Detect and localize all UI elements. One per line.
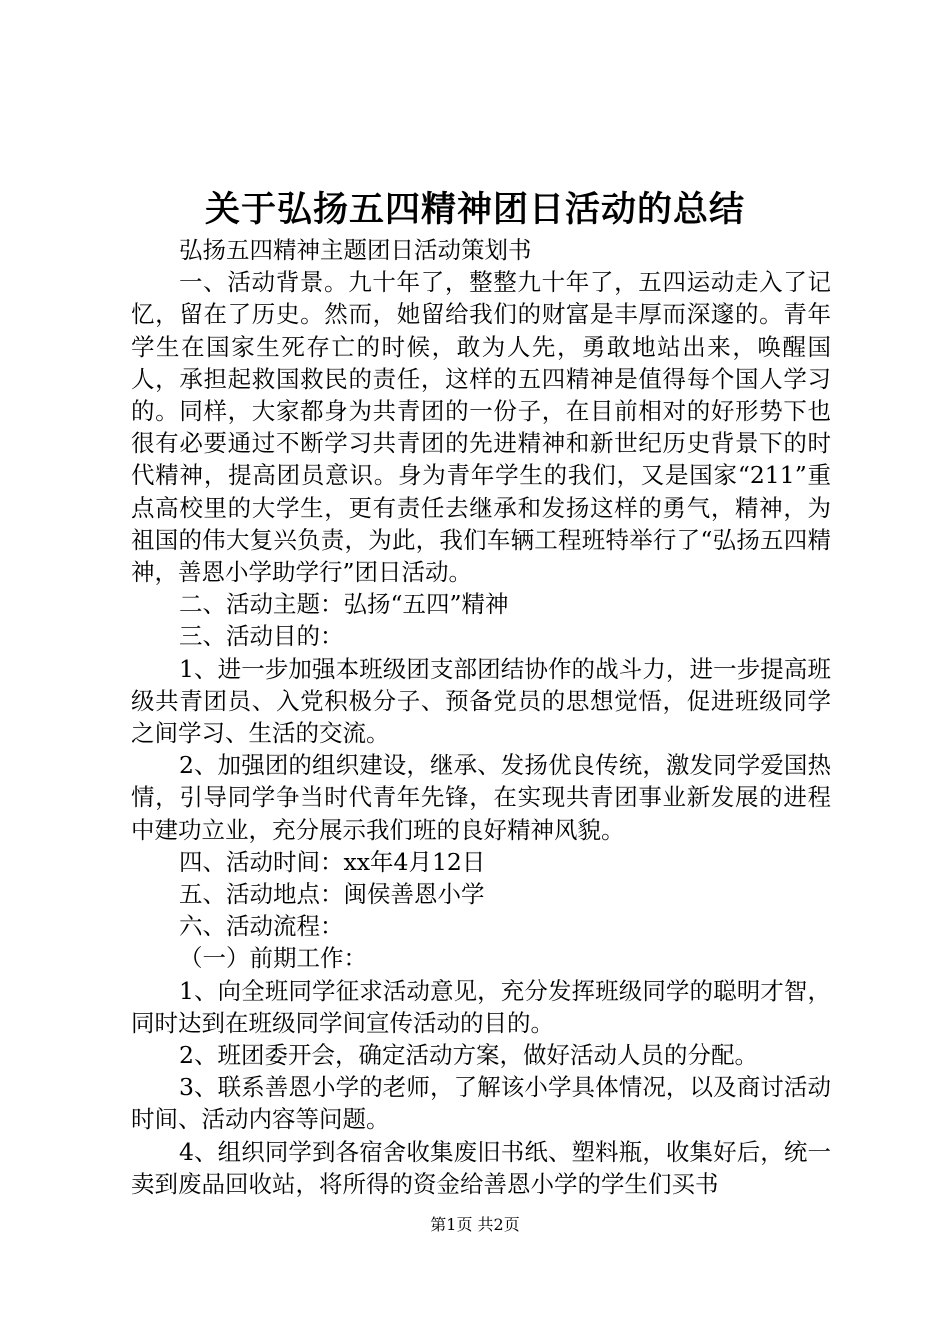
paragraph-prework-2: 2、班团委开会，确定活动方案，做好活动人员的分配。 [179, 1041, 758, 1070]
paragraph-process-heading: 六、活动流程： [179, 912, 344, 941]
paragraph-prework-1: 1、向全班同学征求活动意见，充分发挥班级同学的聪明才智，同时达到在班级同学间宣传活动的目的。 [131, 976, 831, 1037]
paragraph-background: 一、活动背景。九十年了，整整九十年了，五四运动走入了记忆，留在了历史。然而，她留给我们的财富是丰厚而深邃的。青年学生在国家生死存亡的时候，敢为人先，勇敢地站出来，唤醒国人，承担起救国救民的责任，这样的五四精神是值得每个国人学习的。同样，大家都身为共青团的一份子，在目前相对的好形势下也很有必要通过不断学习共青团的先进精神和新世纪历史背景下的时代精神，提高团员意识。身为青年学生的我们，又是国家“211”重点高校里的大学生，更有责任去继承和发扬这样的勇气，精神，为祖国的伟大复兴负责，为此，我们车辆工程班特举行了“弘扬五四精神，善恩小学助学行”团日活动。 [131, 268, 831, 587]
page-number-footer: 第1页 共2页 [430, 1215, 520, 1234]
paragraph-prework-4: 4、组织同学到各宿舍收集废旧书纸、塑料瓶，收集好后，统一卖到废品回收站，将所得的资金给善恩小学的学生们买书 [131, 1137, 831, 1198]
paragraph-location: 五、活动地点：闽侯善恩小学 [179, 880, 485, 909]
paragraph-purpose-heading: 三、活动目的： [179, 622, 344, 651]
paragraph-purpose-2: 2、加强团的组织建设，继承、发扬优良传统，激发同学爱国热情，引导同学争当时代青年先锋，在实现共青团事业新发展的进程中建功立业，充分展示我们班的良好精神风貌。 [131, 751, 831, 844]
paragraph-purpose-1: 1、进一步加强本班级团支部团结协作的战斗力，进一步提高班级共青团员、入党积极分子、预备党员的思想觉悟，促进班级同学之间学习、生活的交流。 [131, 654, 831, 748]
document-body [131, 234, 831, 1200]
paragraph-prework-3: 3、联系善恩小学的老师，了解该小学具体情况，以及商讨活动时间、活动内容等问题。 [131, 1073, 831, 1134]
paragraph-prework-heading: （一）前期工作： [179, 944, 367, 973]
document-title: 关于弘扬五四精神团日活动的总结 [204, 190, 745, 230]
paragraph-theme: 二、活动主题：弘扬“五四”精神 [179, 590, 509, 619]
paragraph-time: 四、活动时间：xx年4月12日 [179, 847, 486, 876]
paragraph-subtitle: 弘扬五四精神主题团日活动策划书 [179, 236, 532, 264]
